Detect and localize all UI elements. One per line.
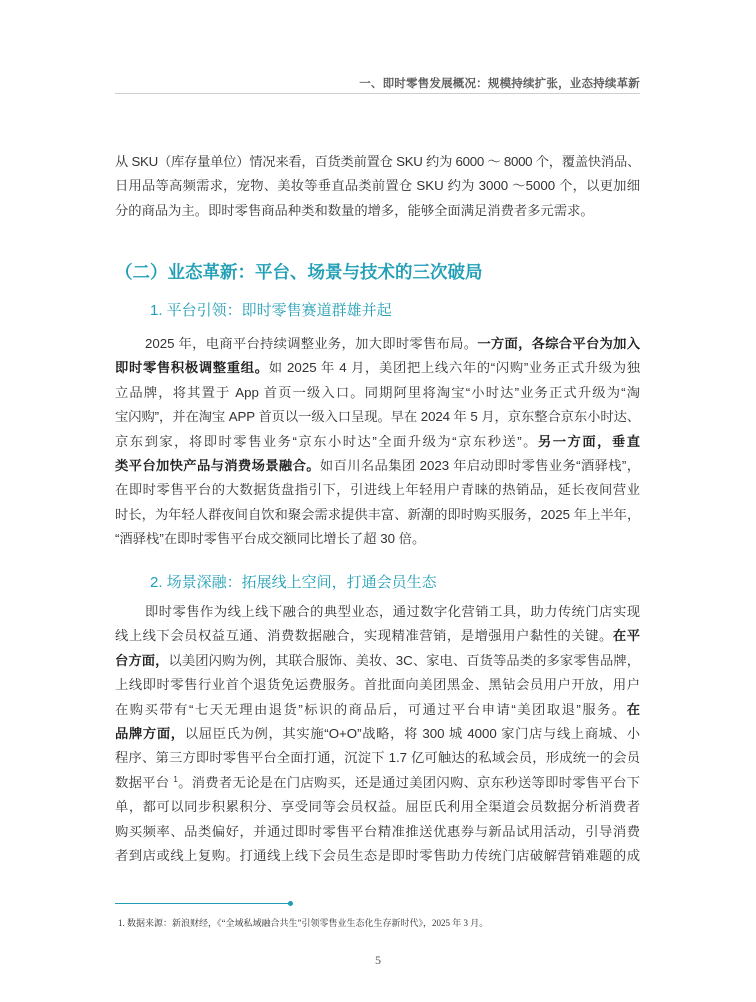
- paragraph-line: [115, 844, 640, 868]
- text-run: 程序、第三方即时零售平台全面打通，沉淀下 1.7 亿可触达的私域会员，形成统一的会员: [115, 750, 640, 766]
- continued-paragraph: [115, 150, 640, 223]
- text-run: 京东到家，将即时零售业务“京东小时达”全面升级为“京东秒送”。: [115, 433, 538, 449]
- section-heading: （二）业态革新：平台、场景与技术的三次破局: [115, 262, 483, 282]
- paragraph-line: [115, 356, 640, 380]
- paragraph-line: [115, 405, 640, 429]
- paragraph-line: [115, 746, 640, 770]
- footnote-text: 1. 数据来源：新浪财经，《“全域私域融合共生”引领零售业生态化生存新时代》，2025 年 3 月。: [118, 918, 489, 928]
- text-run: 单，都可以同步积累积分、享受同等会员权益。屈臣氏利用全渠道会员数据分析消费者: [115, 799, 640, 815]
- text-run: 即时零售作为线上线下融合的典型业态，通过数字化营销工具，助力传统门店实现: [145, 604, 640, 619]
- bold-text: 台方面，: [115, 652, 169, 668]
- text-run: 从 SKU（库存量单位）情况来看，百货类前置仓 SKU 约为 6000 ～ 8000 个，覆盖快消品、: [115, 154, 640, 169]
- subsection-heading-platform: 1. 平台引领：即时零售赛道群雄并起: [150, 302, 392, 319]
- bold-text: 另一方面，垂直: [537, 433, 640, 449]
- bold-text: 在: [626, 701, 640, 717]
- paragraph-line: [115, 527, 640, 551]
- text-run: 2025 年，电商平台持续调整业务，加大即时零售布局。: [145, 336, 478, 351]
- subsection-heading-scenario: 2. 场景深融：拓展线上空间，打通会员生态: [150, 574, 437, 591]
- footnote-divider: [115, 903, 289, 904]
- text-run: 日用品等高频需求，宠物、美妆等垂直品类前置仓 SKU 约为 3000 ～5000 个，以更加细: [115, 178, 640, 194]
- paragraph-line: [115, 722, 640, 746]
- text-run: 分的商品为主。即时零售商品种类和数量的增多，能够全面满足消费者多元需求。: [115, 202, 594, 218]
- paragraph-line: [115, 381, 640, 405]
- paragraph-line: [115, 624, 640, 648]
- text-run: 数据平台: [115, 774, 174, 790]
- paragraph-platform: [115, 332, 640, 552]
- bold-text: 在平: [612, 628, 641, 644]
- paragraph-line: [115, 332, 640, 356]
- text-run: 宝闪购”，并在淘宝 APP 首页以一级入口呈现。早在 2024 年 5 月，京东整合京东小时达、: [115, 409, 640, 425]
- paragraph-scenario: [115, 600, 640, 868]
- text-run: 在即时零售平台的大数据货盘指引下，引进线上年轻用户青睐的热销品，延长夜间营业: [115, 482, 640, 498]
- bold-text: 品牌方面，: [115, 726, 185, 742]
- footnote-divider-dot: [288, 901, 293, 906]
- text-run: 如百川名品集团 2023 年启动即时零售业务“酒驿栈”，: [319, 458, 641, 474]
- paragraph-line: [115, 174, 640, 198]
- text-run: 以屈臣氏为例，其实施“O+O”战略，将 300 城 4000 家门店与线上商城、小: [184, 726, 641, 742]
- paragraph-line: [115, 795, 640, 819]
- paragraph-line: [115, 503, 640, 527]
- paragraph-line: [115, 649, 640, 673]
- paragraph-line: [115, 673, 640, 697]
- bold-text: 类平台加快产品与消费场景融合。: [115, 458, 320, 474]
- paragraph-line: [115, 820, 640, 844]
- paragraph-line: [115, 150, 640, 174]
- paragraph-line: [115, 430, 640, 454]
- running-header: 一、即时零售发展概况：规模持续扩张，业态持续革新: [359, 78, 640, 90]
- text-run: 如 2025 年 4 月，美团把上线六年的“闪购”业务正式升级为独: [268, 360, 641, 376]
- page-number: 5: [375, 953, 381, 967]
- text-run: 者到店或线上复购。打通线上线下会员生态是即时零售助力传统门店破解营销难题的成: [115, 848, 640, 864]
- text-run: “酒驿栈”在即时零售平台成交额同比增长了超 30 倍。: [115, 531, 426, 547]
- paragraph-line: [115, 698, 640, 722]
- text-run: 购买频率、品类偏好，并通过即时零售平台精准推送优惠券与新品试用活动，引导消费: [115, 823, 640, 839]
- text-run: 线上线下会员权益互通、消费数据融合，实现精准营销，是增强用户黏性的关键。: [115, 628, 613, 644]
- text-run: 上线即时零售行业首个退货免运费服务。首批面向美团黑金、黑钻会员用户开放，用户: [115, 677, 640, 693]
- paragraph-line: [115, 454, 640, 478]
- header-divider: [115, 93, 640, 94]
- text-run: 立品牌，将其置于 App 首页一级入口。同期阿里将淘宝“小时达”业务正式升级为“淘: [115, 384, 640, 400]
- text-run: 时长，为年轻人群夜间自饮和聚会需求提供丰富、新潮的即时购买服务，2025 年上半年，: [115, 506, 641, 522]
- paragraph-line: [115, 600, 640, 624]
- bold-text: 一方面，各综合平台为加入: [477, 336, 641, 351]
- text-run: 。消费者无论是在门店购买，还是通过美团闪购、京东秒送等即时零售平台下: [177, 774, 641, 790]
- paragraph-line: [115, 478, 640, 502]
- bold-text: 即时零售积极调整重组。: [115, 360, 269, 376]
- text-run: 以美团闪购为例，其联合服饰、美妆、3C、家电、百货等品类的多家零售品牌，: [168, 652, 641, 668]
- paragraph-line: [115, 199, 640, 223]
- footnote-reference: 1: [173, 774, 178, 784]
- paragraph-line: [115, 771, 640, 795]
- text-run: 在购买带有“七天无理由退货”标识的商品后，可通过平台申请“美团取退”服务。: [115, 701, 627, 717]
